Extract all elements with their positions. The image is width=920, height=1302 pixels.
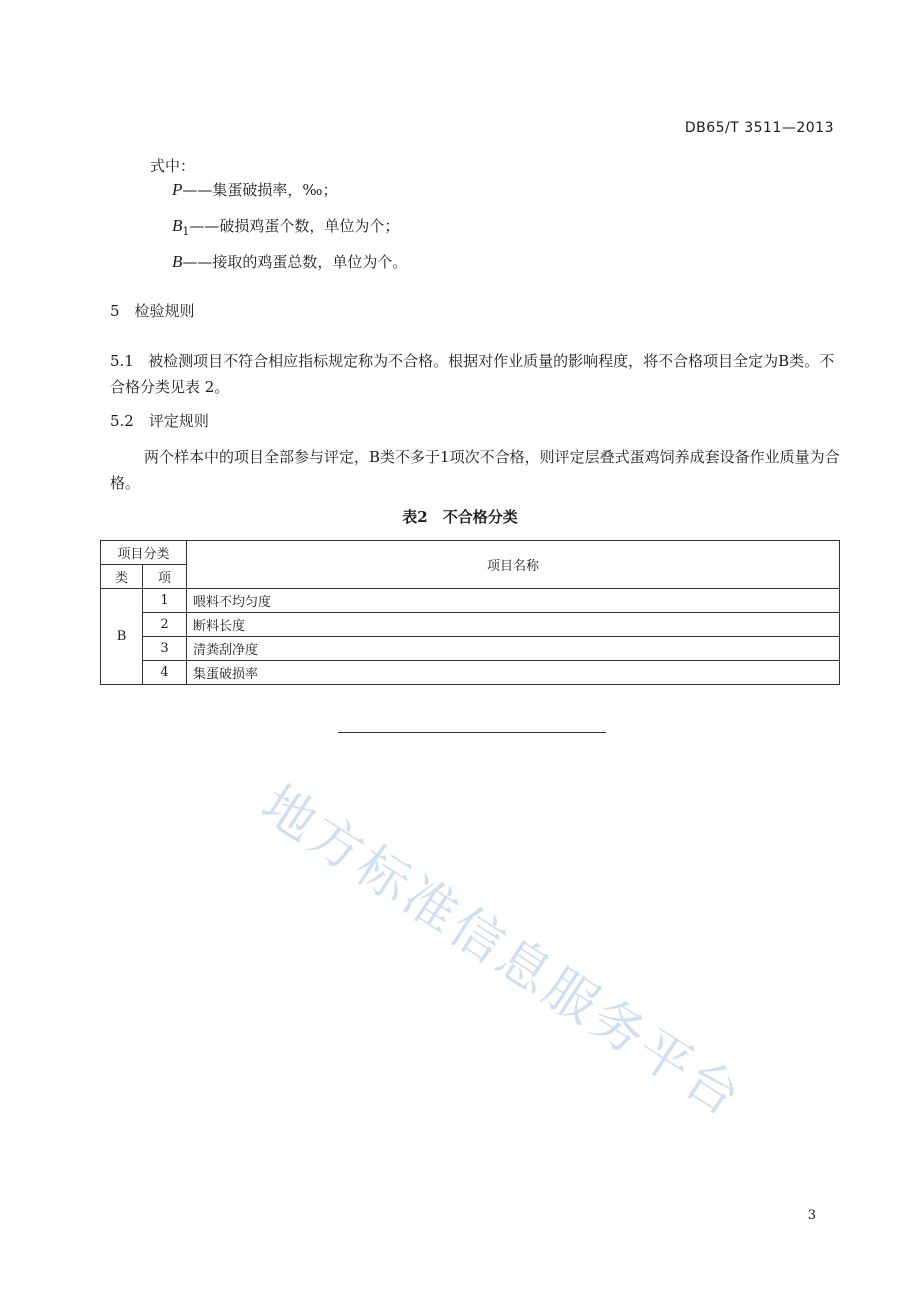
item-number: 2	[143, 613, 187, 637]
item-name: 喂料不均匀度	[187, 589, 840, 613]
watermark: 地方标准信息服务平台	[250, 774, 754, 1130]
clause-5-1-number: 5.1	[110, 352, 134, 370]
page-number: 3	[807, 1208, 816, 1223]
table-row	[101, 637, 840, 661]
clause-5-1-text: 被检测项目不符合相应指标规定称为不合格。根据对作业质量的影响程度，将不合格项目全定为B类。不合格分类见表 2。	[110, 352, 835, 396]
class-cell: B	[101, 589, 143, 685]
legend-symbol: P	[172, 180, 183, 199]
legend-text: ——破损鸡蛋个数，单位为个；	[189, 217, 400, 235]
clause-5-1	[110, 348, 840, 400]
legend-subscript: 1	[182, 225, 190, 238]
formula-legend-intro: 式中：	[150, 157, 196, 175]
table-row	[101, 613, 840, 637]
clause-5-2-text: 两个样本中的项目全部参与评定，B类不多于1项次不合格，则评定层叠式蛋鸡饲养成套设备作业质量为合格。	[110, 448, 840, 492]
header-item: 项	[143, 565, 187, 589]
end-rule	[338, 732, 606, 733]
table-row	[101, 661, 840, 685]
legend-text: ——接取的鸡蛋总数，单位为个。	[182, 253, 408, 271]
header-item-name: 项目名称	[187, 541, 840, 589]
item-name: 清粪刮净度	[187, 637, 840, 661]
header-class: 类	[101, 565, 143, 589]
legend-item-b	[172, 252, 407, 277]
item-number: 4	[143, 661, 187, 685]
item-number: 1	[143, 589, 187, 613]
legend-item-b1	[172, 216, 399, 242]
item-number: 3	[143, 637, 187, 661]
nonconformity-table	[100, 540, 840, 685]
legend-symbol: B	[172, 216, 183, 235]
table-row	[101, 589, 840, 613]
item-name: 集蛋破损率	[187, 661, 840, 685]
table-2-title: 表2 不合格分类	[402, 508, 518, 526]
legend-symbol: B	[172, 252, 183, 271]
section-5-heading: 5 检验规则	[110, 302, 195, 320]
legend-item-p	[172, 180, 338, 205]
clause-5-2-heading: 5.2 评定规则	[110, 412, 209, 430]
header-item-category: 项目分类	[101, 541, 187, 565]
standard-code: DB65/T 3511—2013	[684, 120, 834, 136]
item-name: 断料长度	[187, 613, 840, 637]
legend-text: ——集蛋破损率，‰；	[182, 181, 338, 199]
